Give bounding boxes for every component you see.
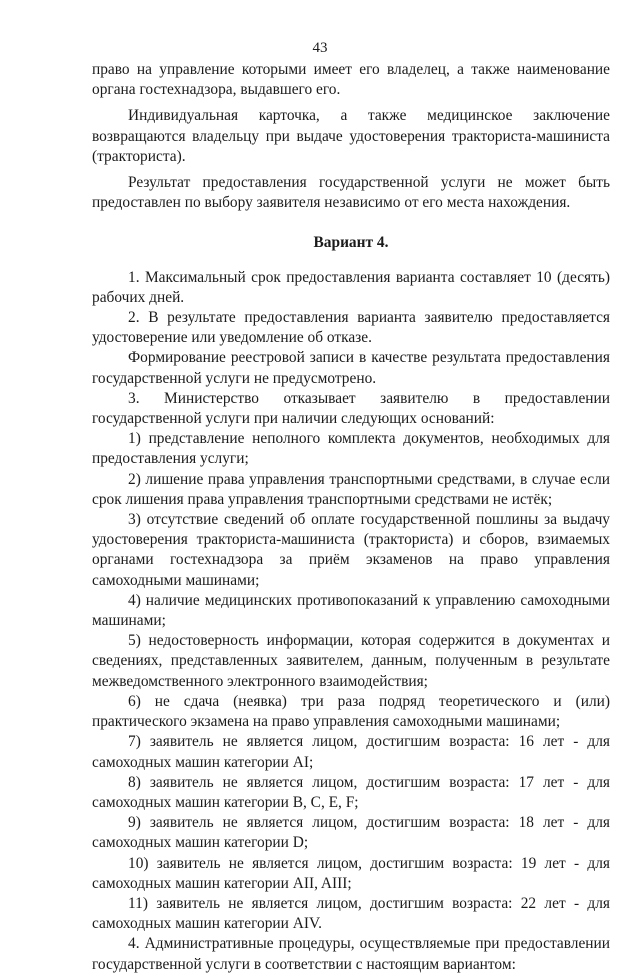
ground-item: 1) представление неполного комплекта документов, необходимых для предоставления услуги; xyxy=(92,430,610,468)
ground-item: 6) не сдача (неявка) три раза подряд теоретического и (или) практического экзамена на право управления самоходными машинами; xyxy=(92,692,610,731)
intro-paragraph-continuation: право на управление которыми имеет его владелец, а также наименование органа гостехнадзора, выдавшего его. xyxy=(92,61,610,99)
intro-paragraph-result: Результат предоставления государственной услуги не может быть предоставлен по выбору заявителя независимо от его места нахождения. xyxy=(92,174,610,212)
clause-1: 1. Максимальный срок предоставления варианта составляет 10 (десять) рабочих дней. xyxy=(92,268,610,306)
document-body xyxy=(92,60,610,975)
ground-item: 10) заявитель не является лицом, достигшим возраста: 19 лет - для самоходных машин категории AII, AIII; xyxy=(92,854,610,892)
section-heading: Вариант 4. xyxy=(313,234,389,252)
ground-item: 7) заявитель не является лицом, достигшим возраста: 16 лет - для самоходных машин категории AI; xyxy=(92,733,610,771)
clause-4: 4. Административные процедуры, осуществляемые при предоставлении государственной услуги в соответствии с настоящим вариантом: xyxy=(92,935,610,973)
ground-item: 2) лишение права управления транспортными средствами, в случае если срок лишения права управления транспортными средствами не истёк; xyxy=(92,470,610,508)
ground-item: 4) наличие медицинских противопоказаний к управлению самоходными машинами; xyxy=(92,591,610,630)
ground-item: 5) недостоверность информации, которая содержится в документах и сведениях, представленных заявителем, данным, полученным в результате межведомственного электронного взаимодействия; xyxy=(92,632,610,690)
ground-item: 8) заявитель не является лицом, достигшим возраста: 17 лет - для самоходных машин категории B, C, E, F; xyxy=(92,773,610,811)
page-number: 43 xyxy=(312,40,328,56)
clause-registry: Формирование реестровой записи в качестве результата предоставления государственной услуги не предусмотрено. xyxy=(92,349,610,387)
clause-3: 3. Министерство отказывает заявителю в предоставлении государственной услуги при наличии следующих оснований: xyxy=(92,389,610,428)
ground-item: 11) заявитель не является лицом, достигшим возраста: 22 лет - для самоходных машин категории AIV. xyxy=(92,894,610,933)
ground-item: 3) отсутствие сведений об оплате государственной пошлины за выдачу удостоверения тракториста-машиниста (тракториста) и сборов, взимаемых органами гостехнадзора за приём экзаменов на право управления самоходными машинами; xyxy=(92,511,610,589)
ground-item: 9) заявитель не является лицом, достигшим возраста: 18 лет - для самоходных машин категории D; xyxy=(92,814,610,852)
clause-2: 2. В результате предоставления варианта заявителю предоставляется удостоверение или уведомление об отказе. xyxy=(92,309,610,347)
intro-paragraph-card: Индивидуальная карточка, а также медицинское заключение возвращаются владельцу при выдаче удостоверения тракториста-машиниста (тракториста). xyxy=(92,107,610,165)
